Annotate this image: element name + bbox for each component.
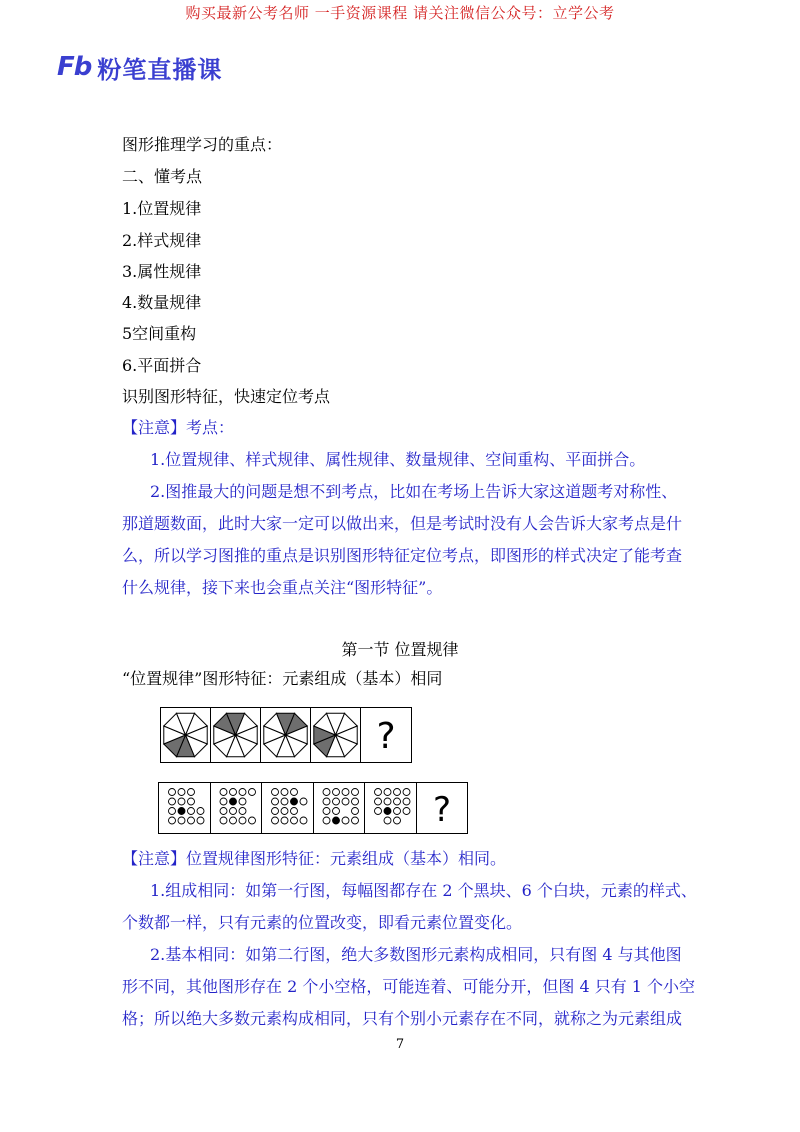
white-circle — [403, 798, 410, 805]
white-circle — [281, 789, 288, 796]
intro-item: 5空间重构 — [122, 324, 197, 343]
white-circle — [239, 789, 246, 796]
white-circle — [342, 817, 349, 824]
white-circle — [384, 817, 391, 824]
white-circle — [249, 817, 256, 824]
white-circle — [281, 808, 288, 815]
black-dot — [291, 798, 298, 805]
white-circle — [188, 817, 195, 824]
white-circle — [333, 789, 340, 796]
white-circle — [352, 789, 359, 796]
octagon-figure — [164, 713, 207, 756]
note1-label: 【注意】考点： — [122, 418, 235, 437]
white-circle — [300, 798, 307, 805]
white-circle — [281, 817, 288, 824]
octagon-puzzle-row — [160, 707, 412, 763]
note2-paragraph-1-line: 个数都一样，只有元素的位置改变，即看元素位置变化。 — [122, 913, 523, 932]
white-circle — [239, 808, 246, 815]
note2-paragraph-2-line: 形不同，其他图形存在 2 个小空格，可能连着、可能分开，但图 4 只有 1 个小空 — [122, 977, 696, 996]
white-circle — [169, 817, 176, 824]
white-circle — [230, 789, 237, 796]
white-circle — [375, 789, 382, 796]
white-circle — [375, 808, 382, 815]
note1-paragraph-2-line: 那道题数面，此时大家一定可以做出来，但是考试时没有人会告诉大家考点是什 — [122, 514, 683, 533]
octagon-figure — [264, 713, 307, 756]
white-circle — [220, 817, 227, 824]
section-title: 第一节 位置规律 — [341, 640, 459, 659]
black-dot — [230, 798, 237, 805]
section-feature: “位置规律”图形特征：元素组成（基本）相同 — [122, 669, 443, 688]
white-circle — [333, 808, 340, 815]
intro-item: 6.平面拼合 — [122, 356, 202, 375]
intro-title: 图形推理学习的重点： — [122, 135, 283, 154]
white-circle — [169, 789, 176, 796]
white-circle — [403, 789, 410, 796]
white-circle — [291, 817, 298, 824]
intro-item: 2.样式规律 — [122, 231, 202, 250]
intro-item: 1.位置规律 — [122, 199, 202, 218]
white-circle — [352, 808, 359, 815]
top-banner: 购买最新公考名师 一手资源课程 请关注微信公众号：立学公考 — [185, 4, 615, 22]
note2-paragraph-1-line: 1.组成相同：如第一行图，每幅图都存在 2 个黑块、6 个白块，元素的样式、 — [150, 881, 697, 900]
white-circle — [239, 817, 246, 824]
white-circle — [291, 808, 298, 815]
intro-subtitle: 二、懂考点 — [122, 167, 203, 186]
white-circle — [197, 808, 204, 815]
white-circle — [394, 789, 401, 796]
white-circle — [403, 808, 410, 815]
note1-paragraph-2-line: 什么规律，接下来也会重点关注“图形特征”。 — [122, 578, 443, 597]
logo-text: 粉笔直播课 — [97, 55, 223, 84]
white-circle — [272, 798, 279, 805]
white-circle — [394, 808, 401, 815]
circle-grid-puzzle-row — [158, 782, 468, 834]
note1-paragraph-2-line: 2.图推最大的问题是想不到考点，比如在考场上告诉大家这道题考对称性、 — [150, 482, 678, 501]
white-circle — [384, 798, 391, 805]
white-circle — [323, 808, 330, 815]
white-circle — [220, 808, 227, 815]
white-circle — [239, 798, 246, 805]
white-circle — [323, 817, 330, 824]
octagon-figure — [314, 713, 357, 756]
intro-item: 3.属性规律 — [122, 262, 202, 281]
logo-mark: Fb — [57, 52, 92, 82]
white-circle — [281, 798, 288, 805]
white-circle — [300, 817, 307, 824]
white-circle — [272, 808, 279, 815]
intro-summary: 识别图形特征，快速定位考点 — [122, 387, 331, 406]
page-number: 7 — [395, 1037, 405, 1052]
white-circle — [291, 789, 298, 796]
white-circle — [333, 798, 340, 805]
white-circle — [384, 789, 391, 796]
white-circle — [352, 798, 359, 805]
white-circle — [230, 817, 237, 824]
question-mark: ? — [432, 790, 452, 830]
white-circle — [188, 808, 195, 815]
white-circle — [323, 789, 330, 796]
white-circle — [342, 798, 349, 805]
white-circle — [394, 798, 401, 805]
note2-paragraph-2-line: 2.基本相同：如第二行图，绝大多数图形元素构成相同，只有图 4 与其他图 — [150, 945, 682, 964]
white-circle — [169, 808, 176, 815]
note2-label: 【注意】位置规律图形特征：元素组成（基本）相同。 — [122, 849, 507, 868]
white-circle — [352, 817, 359, 824]
white-circle — [178, 789, 185, 796]
note1-paragraph-2-line: 么，所以学习图推的重点是识别图形特征定位考点，即图形的样式决定了能考查 — [122, 546, 683, 565]
white-circle — [375, 798, 382, 805]
black-dot — [384, 808, 391, 815]
white-circle — [188, 798, 195, 805]
black-dot — [333, 817, 340, 824]
white-circle — [394, 817, 401, 824]
white-circle — [188, 789, 195, 796]
white-circle — [342, 789, 349, 796]
fenbi-logo — [57, 50, 222, 84]
white-circle — [272, 789, 279, 796]
white-circle — [220, 789, 227, 796]
note1-paragraph-1: 1.位置规律、样式规律、属性规律、数量规律、空间重构、平面拼合。 — [150, 450, 646, 469]
note2-paragraph-2-line: 格；所以绝大多数元素构成相同，只有个别小元素存在不同，就称之为元素组成 — [122, 1009, 683, 1028]
white-circle — [169, 798, 176, 805]
white-circle — [272, 817, 279, 824]
white-circle — [220, 798, 227, 805]
white-circle — [197, 817, 204, 824]
white-circle — [230, 808, 237, 815]
white-circle — [178, 817, 185, 824]
intro-item: 4.数量规律 — [122, 293, 202, 312]
black-dot — [178, 808, 185, 815]
white-circle — [249, 789, 256, 796]
white-circle — [178, 798, 185, 805]
question-mark: ? — [376, 716, 396, 757]
white-circle — [323, 798, 330, 805]
octagon-figure — [214, 713, 257, 756]
